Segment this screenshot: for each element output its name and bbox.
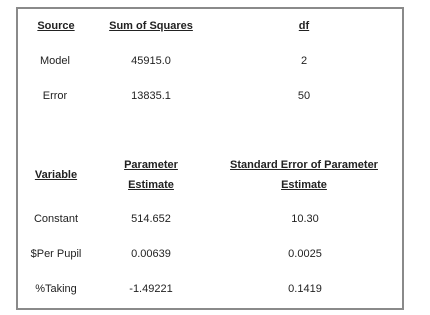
header-sum-of-squares: Sum of Squares (109, 20, 193, 32)
header-parameter-estimate-line1: Parameter (124, 159, 178, 171)
coef-row-variable: %Taking (35, 283, 77, 295)
coef-row-se: 0.1419 (288, 283, 322, 295)
anova-row-ss: 45915.0 (131, 55, 171, 67)
coef-row-se: 10.30 (291, 213, 319, 225)
anova-row-source: Error (42, 90, 68, 102)
coef-row-estimate: 514.652 (131, 213, 171, 225)
header-standard-error-line2: Estimate (281, 179, 327, 191)
anova-row-ss: 13835.1 (131, 90, 171, 102)
coef-row-estimate: -1.49221 (129, 283, 173, 295)
header-standard-error-line1: Standard Error of Parameter (230, 159, 378, 171)
header-source: Source (37, 20, 75, 32)
header-df: df (298, 20, 310, 32)
anova-row-source: Model (40, 55, 70, 67)
header-parameter-estimate-line2: Estimate (128, 179, 174, 191)
anova-row-df: 50 (297, 90, 311, 102)
coef-row-se: 0.0025 (288, 248, 322, 260)
header-variable: Variable (34, 169, 78, 181)
anova-row-df: 2 (300, 55, 308, 67)
coef-row-variable: $Per Pupil (30, 248, 82, 260)
coef-row-variable: Constant (33, 213, 79, 225)
coef-row-estimate: 0.00639 (131, 248, 171, 260)
